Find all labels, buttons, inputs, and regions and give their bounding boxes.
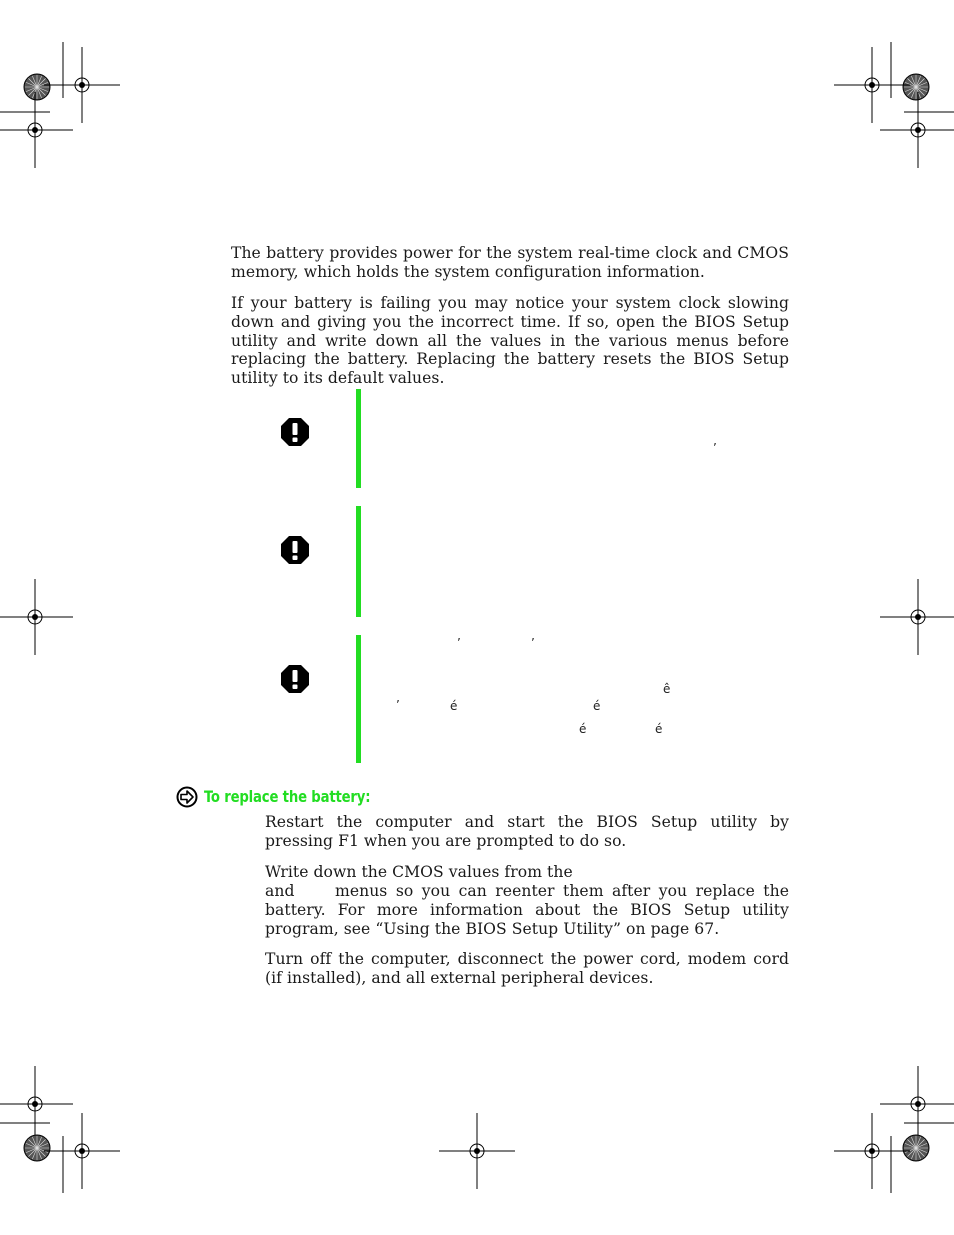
procedure-arrow-icon bbox=[176, 786, 198, 808]
procedure-step-1: Restart the computer and start the BIOS Setup utility by pressing F1 when you are prompted to do so. bbox=[265, 813, 789, 850]
warning-3-mark: ’ bbox=[396, 698, 400, 712]
warning-1-bar bbox=[356, 389, 361, 488]
warning-3-bar bbox=[356, 635, 361, 763]
procedure-step-2-and: and bbox=[265, 882, 295, 900]
warning-3-mark: é bbox=[579, 722, 587, 736]
warning-3-mark: é bbox=[450, 699, 458, 713]
warning-exclamation-icon bbox=[280, 417, 310, 447]
procedure-step-2-line-1: Write down the CMOS values from the bbox=[265, 863, 573, 881]
warning-3-mark: ’ bbox=[531, 636, 535, 650]
procedure-step-3: Turn off the computer, disconnect the power cord, modem cord (if installed), and all external peripheral devices. bbox=[265, 950, 789, 987]
procedure-step-2-rest: menus so you can reenter them after you replace the battery. For more information about the BIOS Setup utility program, see “Using the BIOS Setup Utility” on page 67. bbox=[265, 882, 789, 938]
procedure-heading: To replace the battery: bbox=[204, 787, 371, 806]
warning-3-mark: é bbox=[655, 722, 663, 736]
warning-3-mark: ê bbox=[663, 682, 671, 696]
warning-3-mark: é bbox=[593, 699, 601, 713]
warning-2-bar bbox=[356, 506, 361, 617]
warning-3-mark: ’ bbox=[457, 636, 461, 650]
intro-paragraph-2: If your battery is failing you may notice your system clock slowing down and giving you the incorrect time. If so, open the BIOS Setup utility and write down all the values in the various menus before replacing the battery. Replacing the battery resets the BIOS Setup utility to its default values. bbox=[231, 294, 789, 388]
warning-exclamation-icon bbox=[280, 535, 310, 565]
warning-1-mark: ’ bbox=[713, 441, 717, 455]
warning-exclamation-icon bbox=[280, 664, 310, 694]
intro-paragraph-1: The battery provides power for the system real-time clock and CMOS memory, which holds the system configuration information. bbox=[231, 244, 789, 281]
